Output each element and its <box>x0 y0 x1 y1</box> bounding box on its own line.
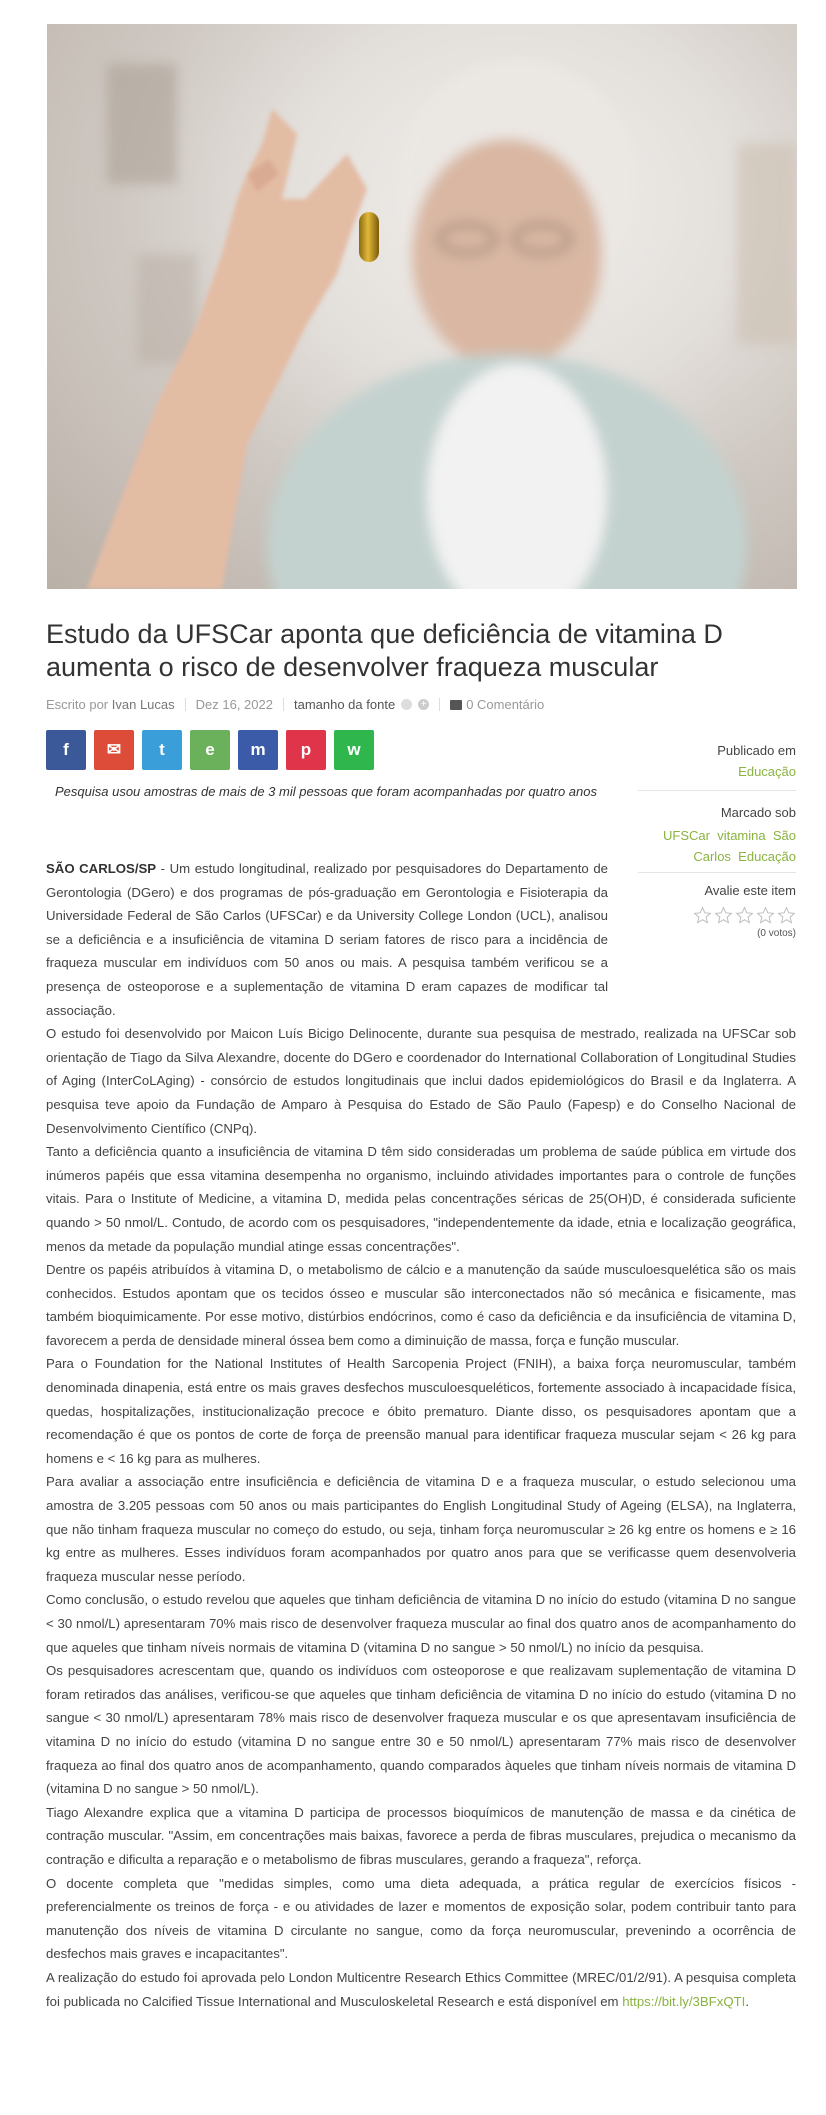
published-in-block <box>638 743 796 779</box>
paragraph-text: A realização do estudo foi aprovada pelo London Multicentre Research Ethics Committee (MREC/01/2/91). A pesquisa completa foi publicada no Calcified Tissue International and Musculoskeletal Research e está disponível em <box>46 1969 796 2009</box>
divider <box>638 790 796 791</box>
evernote-icon: e <box>205 740 215 759</box>
paragraph: Para avaliar a associação entre insuficiência e deficiência de vitamina D e a fraqueza muscular, o estudo selecionou uma amostra de 3.205 pessoas com 50 anos ou mais participantes do English Longitudinal Study of Ageing (ELSA), na Inglaterra, que não tinham fraqueza muscular no começo do estudo, ou seja, tinham força neuromuscular ≥ 26 kg entre os homens e ≥ 16 kg entre as mulheres. Esses indivíduos foram acompanhados por quatro anos para que se verificasse quem desenvolveria fraqueza muscular nesse período. <box>46 1474 796 1584</box>
comments-link[interactable]: 0 Comentário <box>466 697 545 712</box>
article-hero-image <box>47 24 797 589</box>
article-title: Estudo da UFSCar aponta que deficiência de vitamina D aumenta o risco de desenvolver fraqueza muscular <box>46 619 723 682</box>
tag-link[interactable]: UFSCar <box>663 828 710 843</box>
tag-link[interactable]: vitamina <box>717 828 766 843</box>
paragraph: O estudo foi desenvolvido por Maicon Luís Bicigo Delinocente, durante sua pesquisa de mestrado, realizada na UFSCar sob orientação de Tiago da Silva Alexandre, docente do DGero e coordenador do International Collaboration of Longitudinal Studies of Aging (InterCoLAging) - consórcio de estudos longitudinais que inclui dados epidemiológicos do Brasil e da Inglaterra. A pesquisa teve apoio da Fundação de Amparo à Pesquisa do Estado de São Paulo (Fapesp) e do Conselho Nacional de Desenvolvimento Científico (CNPq). <box>46 1026 796 1136</box>
rate-label: Avalie este item <box>704 883 796 898</box>
paragraph: Os pesquisadores acrescentam que, quando os indivíduos com osteoporose e que realizavam suplementação de vitamina D foram retirados das análises, verificou-se que aqueles que tinham deficiência de vitamina D no início do estudo (vitamina D no sangue < 30 nmol/L) apresentaram 78% mais risco de desenvolver fraqueza muscular e os que apresentavam insuficiência de vitamina D no início do estudo (vitamina D no sangue entre 30 e 50 nmol/L) apresentaram 77% mais risco de desenvolver fraqueza ao final dos quatro anos de acompanhamento, quando comparados àqueles que tinham níveis normais de vitamina D (vitamina D no sangue > 50 nmol/L). <box>46 1663 796 1797</box>
study-link[interactable]: https://bit.ly/3BFxQTI <box>622 1993 746 2009</box>
tag-link[interactable]: São Carlos <box>693 828 796 864</box>
image-caption: Pesquisa usou amostras de mais de 3 mil pessoas que foram acompanhadas por quatro anos <box>55 784 597 799</box>
paragraph <box>46 1966 796 2013</box>
paragraph: O docente completa que "medidas simples, como uma dieta adequada, a prática regular de exercícios físicos - preferencialmente os treinos de força - e ou atividades de lazer e momentos de exposição solar, podem contribuir tanto para manutenção dos níveis de vitamina D circulante no sangue, como da força neuromuscular, prevenindo a ocorrência de desfechos mais graves e incapacitantes". <box>46 1875 796 1962</box>
published-category-link[interactable]: Educação <box>738 764 796 779</box>
email-share-button[interactable] <box>94 730 134 770</box>
divider <box>185 698 186 711</box>
paragraph: Para o Foundation for the National Institutes of Health Sarcopenia Project (FNIH), a baixa força neuromuscular, também denominada dinapenia, está entre os mais graves desfechos musculoesqueléticos, fortemente associado à incapacidade física, quedas, hospitalizações, institucionalização precoce e óbito prematuro. Diante disso, os pesquisadores apontam que a recomendação é que os pontos de corte de força de preensão manual para identificar fraqueza muscular sejam < 26 kg para homens e < 16 kg para as mulheres. <box>46 1356 796 1466</box>
myspace-share-button[interactable] <box>238 730 278 770</box>
tag-link[interactable]: Educação <box>738 849 796 864</box>
paragraph-text: - Um estudo longitudinal, realizado por pesquisadores do Departamento de Gerontologia (DGero) e dos programas de pós-graduação em Gerontologia e Fisioterapia da Universidade Federal de São Carlos (UFSCar) e da University College London (UCL), analisou se a deficiência e a insuficiência de vitamina D seriam fatores de risco para a incidência de fraqueza muscular em indivíduos com 50 anos ou mais. A pesquisa também verificou se a presença de osteoporose e a suplementação de vitamina D eram capazes de modificar tal associação. <box>46 861 608 1018</box>
font-size-label: tamanho da fonte <box>293 697 396 712</box>
paragraph: Como conclusão, o estudo revelou que aqueles que tinham deficiência de vitamina D no início do estudo (vitamina D no sangue < 30 nmol/L) apresentaram 70% mais risco de desenvolver fraqueza muscular ao final dos quatro anos de acompanhamento do que aqueles que tinham níveis normais de vitamina D (vitamina D no sangue > 50 nmol/L) no início da pesquisa. <box>46 1592 796 1655</box>
email-icon: ✉ <box>106 740 122 759</box>
font-decrease-icon[interactable] <box>401 699 412 710</box>
share-buttons <box>46 730 374 770</box>
font-increase-icon[interactable]: + <box>418 699 429 710</box>
comment-icon <box>450 700 462 710</box>
paragraph: Tanto a deficiência quanto a insuficiência de vitamina D têm sido consideradas um problema de saúde pública em virtude dos inúmeros papéis que essa vitamina desempenha no organismo, incluindo atividades importantes para o controle de funções vitais. Para o Institute of Medicine, a vitamina D, medida pelas concentrações séricas de 25(OH)D, é considerada suficiente quando > 50 nmol/L. Contudo, de acordo com os pesquisadores, "independentemente da idade, etnia e localização geográfica, menos da metade da população mundial atinge essas concentrações". <box>46 1144 796 1254</box>
paragraph: Tiago Alexandre explica que a vitamina D participa de processos bioquímicos de manutenção de massa e da cinética de contração muscular. "Assim, em concentrações mais baixas, favorece a perda de fibras musculares, prejudica o mecanismo da contração e dificulta a reparação e o metabolismo de fibras musculares, gerando a fraqueza", reforça. <box>46 1804 796 1867</box>
whatsapp-icon: w <box>347 740 361 759</box>
facebook-icon: f <box>63 740 69 759</box>
evernote-share-button[interactable] <box>190 730 230 770</box>
twitter-icon: t <box>159 740 165 759</box>
paragraph-end: . <box>745 1993 749 2009</box>
paragraph: Dentre os papéis atribuídos à vitamina D, o metabolismo de cálcio e a manutenção da saúde musculoesquelética são os mais conhecidos. Estudos apontam que os tecidos ósseo e muscular são interconectados não só mecânica e fisicamente, mas também bioquimicamente. Por esse motivo, distúrbios endócrinos, como é caso da deficiência e da insuficiência de vitamina D, favorecem a perda de densidade mineral óssea bem como a diminuição de massa, força e função muscular. <box>46 1262 796 1348</box>
tagged-label: Marcado sob <box>720 805 796 820</box>
pinterest-icon: p <box>300 740 312 759</box>
facebook-share-button[interactable] <box>46 730 86 770</box>
published-label: Publicado em <box>717 743 796 758</box>
twitter-share-button[interactable] <box>142 730 182 770</box>
author-name[interactable]: Ivan Lucas <box>111 697 175 712</box>
pinterest-share-button[interactable] <box>286 730 326 770</box>
vote-count: (0 votos) <box>757 928 796 939</box>
article-body <box>46 857 796 2013</box>
myspace-icon: m <box>250 740 266 759</box>
article-meta <box>46 697 544 712</box>
whatsapp-share-button[interactable] <box>334 730 374 770</box>
written-by-label: Escrito por <box>46 697 109 712</box>
divider <box>283 698 284 711</box>
publish-date: Dez 16, 2022 <box>195 697 273 712</box>
divider <box>439 698 440 711</box>
paragraph <box>46 857 608 1022</box>
dateline: SÃO CARLOS/SP <box>46 861 157 876</box>
